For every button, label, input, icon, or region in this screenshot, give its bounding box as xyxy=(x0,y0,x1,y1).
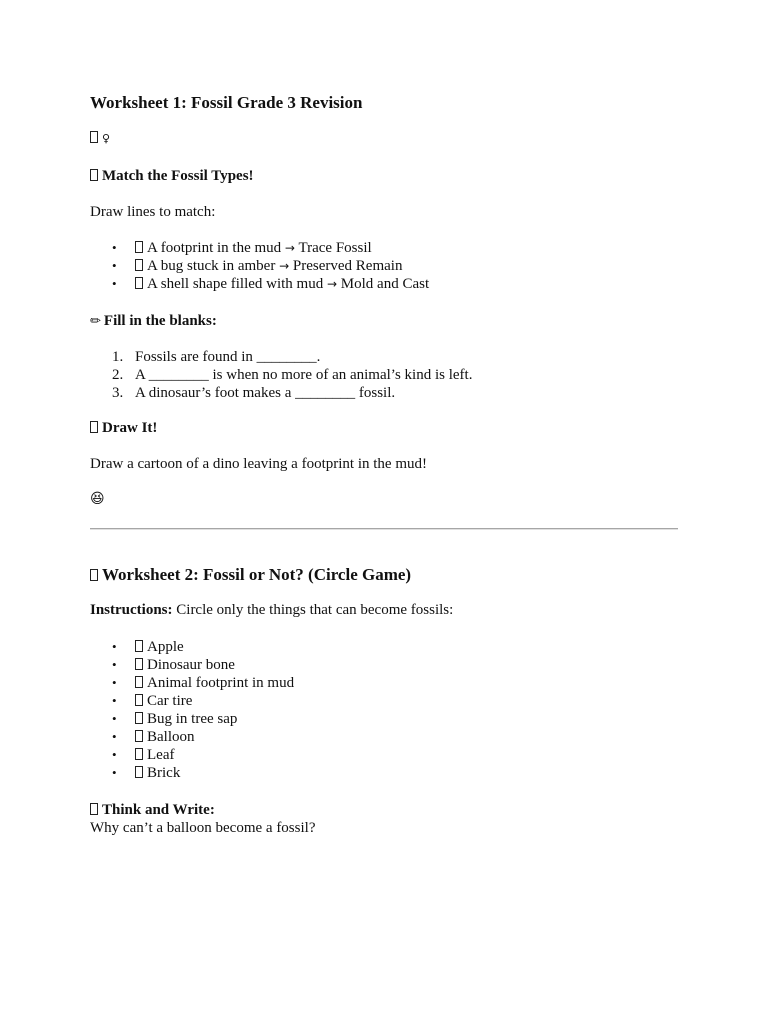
blanks-list xyxy=(90,348,472,402)
missing-glyph-icon xyxy=(135,640,143,652)
circle-item-text: Bug in tree sap xyxy=(147,711,238,727)
arrow-icon: → xyxy=(279,259,290,273)
blank-item-text: Fossils are found in ________. xyxy=(135,349,321,365)
circle-item-text: Balloon xyxy=(147,729,195,745)
bullet: • xyxy=(112,657,117,672)
missing-glyph-icon xyxy=(135,766,143,778)
circle-item xyxy=(90,638,294,656)
bullet: • xyxy=(112,240,117,255)
worksheet-2-instructions xyxy=(90,602,453,619)
match-item xyxy=(90,257,429,275)
missing-glyph-icon xyxy=(90,131,98,143)
bullet: • xyxy=(112,711,117,726)
circle-item-text: Car tire xyxy=(147,693,193,709)
laughing-face-icon: 😆 xyxy=(90,491,105,507)
blanks-heading xyxy=(90,313,217,330)
match-heading xyxy=(90,168,254,185)
draw-heading xyxy=(90,420,157,437)
missing-glyph-icon xyxy=(135,277,143,289)
circle-item-text: Apple xyxy=(147,639,184,655)
think-heading-text: Think and Write: xyxy=(102,802,215,818)
arrow-icon: → xyxy=(284,241,295,255)
bullet: • xyxy=(112,729,117,744)
laughing-face-line xyxy=(90,491,108,508)
circle-item-text: Animal footprint in mud xyxy=(147,675,295,691)
section-divider xyxy=(90,528,678,530)
circle-item xyxy=(90,710,294,728)
match-item-right: Preserved Remain xyxy=(292,258,403,274)
missing-glyph-icon xyxy=(135,259,143,271)
blank-item xyxy=(90,366,472,384)
match-heading-text: Match the Fossil Types! xyxy=(102,168,254,184)
item-number: 2. xyxy=(112,367,124,383)
match-item-left: A shell shape filled with mud xyxy=(147,276,324,292)
match-instruction: Draw lines to match: xyxy=(90,204,216,220)
circle-item xyxy=(90,728,294,746)
worksheet-1-title xyxy=(90,93,362,113)
match-item xyxy=(90,275,429,293)
circle-item xyxy=(90,674,294,692)
think-heading xyxy=(90,802,215,819)
missing-glyph-icon xyxy=(135,694,143,706)
bullet: • xyxy=(112,675,117,690)
blank-item xyxy=(90,384,472,402)
blank-item-text: A dinosaur’s foot makes a ________ fossil. xyxy=(135,385,396,401)
worksheet-1-title-text: Worksheet 1: Fossil Grade 3 Revision xyxy=(90,93,363,112)
missing-glyph-icon xyxy=(135,730,143,742)
pencil-icon: ✏ xyxy=(90,314,101,329)
circle-item xyxy=(90,746,294,764)
blank-item xyxy=(90,348,472,366)
missing-glyph-icon xyxy=(135,712,143,724)
match-list xyxy=(90,239,429,293)
instructions-label: Instructions: xyxy=(90,602,173,618)
bullet: • xyxy=(112,276,117,291)
circle-item xyxy=(90,764,294,782)
worksheet-2-title xyxy=(90,565,411,585)
think-question: Why can’t a balloon become a fossil? xyxy=(90,820,316,836)
bullet: • xyxy=(112,765,117,780)
item-number: 3. xyxy=(112,385,124,401)
title-emoji-line xyxy=(90,130,113,147)
missing-glyph-icon xyxy=(135,676,143,688)
match-item-left: A bug stuck in amber xyxy=(147,258,276,274)
circle-item-text: Leaf xyxy=(147,747,175,763)
circle-game-list xyxy=(90,638,294,782)
blank-item-text: A ________ is when no more of an animal’s kind is left. xyxy=(135,367,473,383)
match-item xyxy=(90,239,429,257)
female-sign-icon: ♀ xyxy=(102,132,111,145)
item-number: 1. xyxy=(112,349,124,365)
missing-glyph-icon xyxy=(90,569,98,581)
missing-glyph-icon xyxy=(90,803,98,815)
match-item-left: A footprint in the mud xyxy=(147,240,282,256)
bullet: • xyxy=(112,639,117,654)
missing-glyph-icon xyxy=(135,241,143,253)
worksheet-2-title-text: Worksheet 2: Fossil or Not? (Circle Game) xyxy=(102,565,412,584)
circle-item-text: Dinosaur bone xyxy=(147,657,235,673)
circle-item xyxy=(90,692,294,710)
circle-item-text: Brick xyxy=(147,765,181,781)
draw-instruction: Draw a cartoon of a dino leaving a footprint in the mud! xyxy=(90,456,427,472)
bullet: • xyxy=(112,258,117,273)
circle-item xyxy=(90,656,294,674)
bullet: • xyxy=(112,693,117,708)
match-item-right: Trace Fossil xyxy=(298,240,372,256)
bullet: • xyxy=(112,747,117,762)
blanks-heading-text: Fill in the blanks: xyxy=(103,313,217,329)
missing-glyph-icon xyxy=(90,169,98,181)
missing-glyph-icon xyxy=(90,421,98,433)
draw-heading-text: Draw It! xyxy=(102,420,158,436)
missing-glyph-icon xyxy=(135,748,143,760)
arrow-icon: → xyxy=(326,277,338,291)
instructions-text: Circle only the things that can become fossils: xyxy=(172,602,454,618)
missing-glyph-icon xyxy=(135,658,143,670)
match-item-right: Mold and Cast xyxy=(340,276,430,292)
